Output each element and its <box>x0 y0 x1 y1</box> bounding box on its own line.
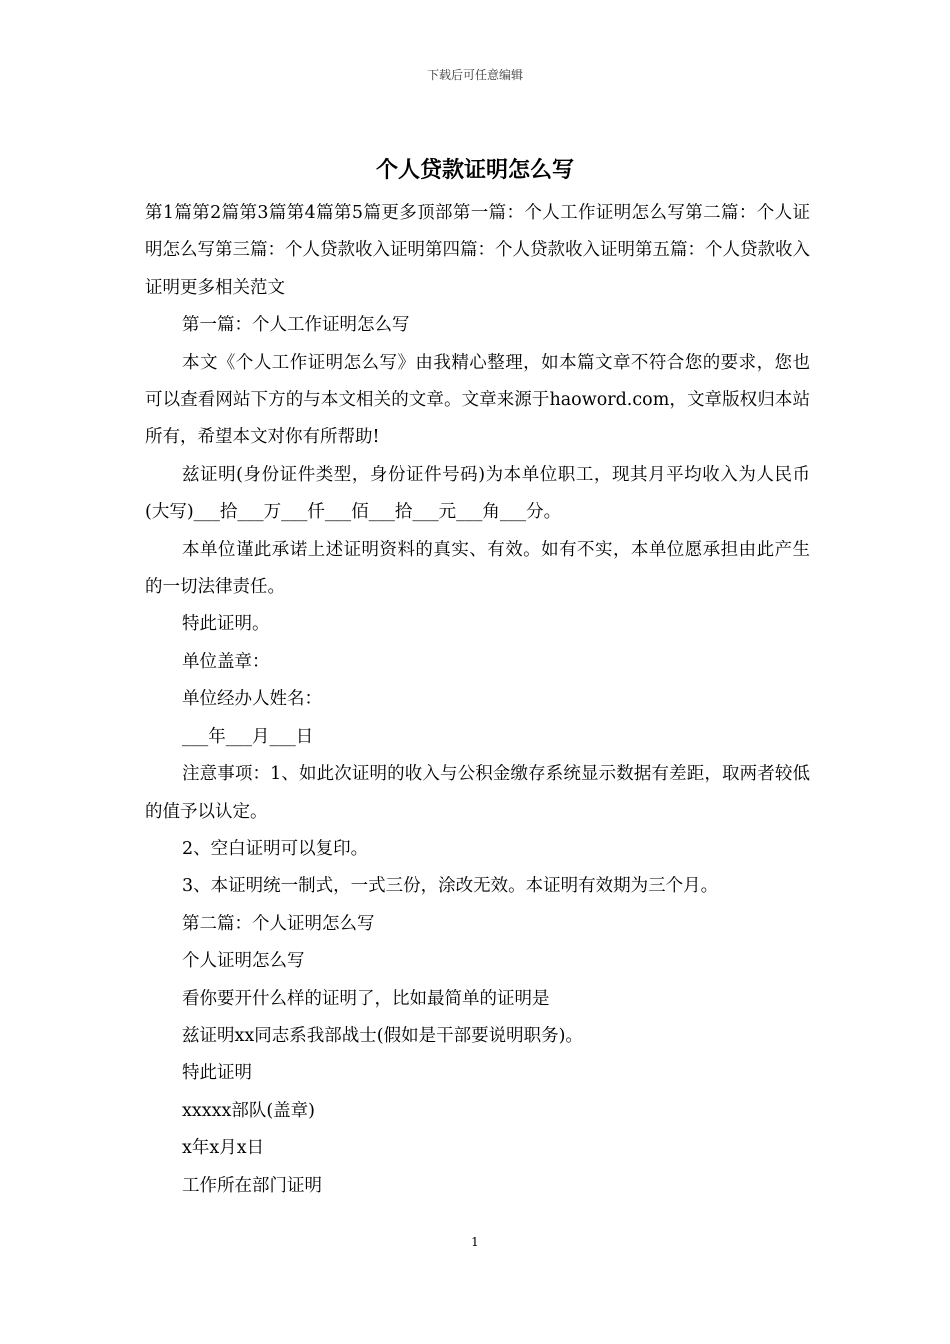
page-header: 下载后可任意编辑 <box>426 68 523 82</box>
paragraph: 单位盖章： <box>182 651 270 672</box>
paragraph: 兹证明xx同志系我部战士(假如是干部要说明职务)。 <box>182 1025 583 1046</box>
document-title: 个人贷款证明怎么写 <box>375 157 574 183</box>
paragraph: xxxxx部队(盖章) <box>182 1100 316 1121</box>
paragraph: 单位经办人姓名： <box>182 689 322 710</box>
paragraph: 兹证明(身份证件类型，身份证件号码)为本单位职工，现其月平均收入为人民币(大写)___拾___万___仟___佰___拾___元___角___分。 <box>145 464 810 523</box>
paragraph: 第一篇：个人工作证明怎么写 <box>182 315 410 336</box>
paragraph: 本文《个人工作证明怎么写》由我精心整理，如本篇文章不符合您的要求，您也可以查看网站下方的与本文相关的文章。文章来源于haoword.com，文章版权归本站所有，希望本文对你有所帮助! <box>145 352 810 448</box>
paragraph: 注意事项：1、如此次证明的收入与公积金缴存系统显示数据有差距，取两者较低的值予以认定。 <box>145 764 810 822</box>
document-body <box>145 195 810 1205</box>
paragraph: x年x月x日 <box>182 1138 265 1159</box>
paragraph: 特此证明 <box>182 1063 252 1084</box>
paragraph: 特此证明。 <box>182 614 270 635</box>
paragraph-toc: 第1篇第2篇第3篇第4篇第5篇更多顶部第一篇：个人工作证明怎么写第二篇：个人证明怎么写第三篇：个人贷款收入证明第四篇：个人贷款收入证明第五篇：个人贷款收入证明更多相关范文 <box>145 203 810 298</box>
paragraph: 2、空白证明可以复印。 <box>182 838 369 859</box>
paragraph: 个人证明怎么写 <box>182 951 305 972</box>
paragraph: 3、本证明统一制式，一式三份，涂改无效。本证明有效期为三个月。 <box>182 876 719 897</box>
paragraph: 第二篇：个人证明怎么写 <box>182 913 375 934</box>
paragraph: ___年___月___日 <box>182 726 314 747</box>
paragraph: 工作所在部门证明 <box>182 1175 322 1196</box>
page-number: 1 <box>471 1235 479 1249</box>
paragraph: 看你要开什么样的证明了，比如最简单的证明是 <box>182 988 550 1009</box>
paragraph: 本单位谨此承诺上述证明资料的真实、有效。如有不实，本单位愿承担由此产生的一切法律责任。 <box>145 539 810 598</box>
